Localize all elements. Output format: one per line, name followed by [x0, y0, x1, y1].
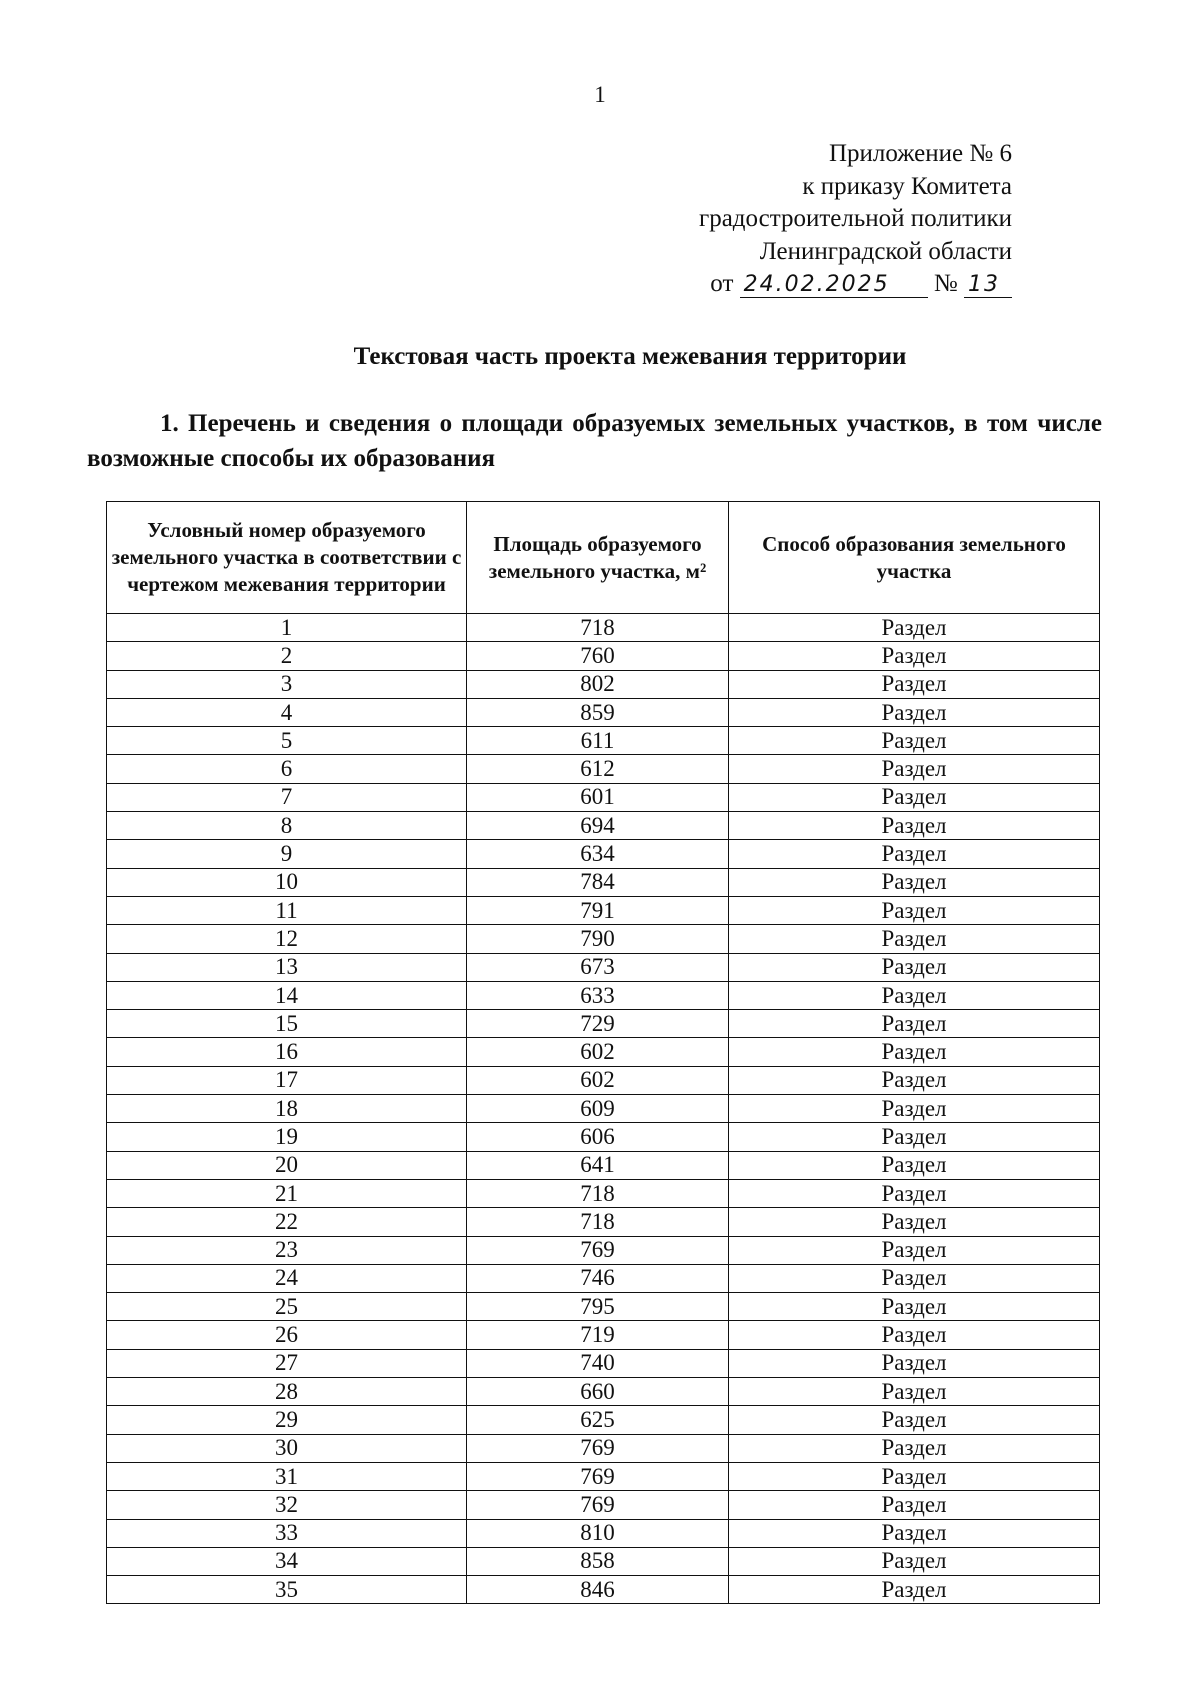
method-cell: Раздел — [729, 1491, 1100, 1519]
plot-number-cell: 3 — [107, 670, 467, 698]
plot-number-cell: 33 — [107, 1519, 467, 1547]
method-cell: Раздел — [729, 812, 1100, 840]
method-cell: Раздел — [729, 840, 1100, 868]
area-cell: 784 — [467, 868, 729, 896]
area-cell: 802 — [467, 670, 729, 698]
plot-number-cell: 26 — [107, 1321, 467, 1349]
table-row — [107, 1519, 1100, 1547]
method-cell: Раздел — [729, 1349, 1100, 1377]
area-cell: 602 — [467, 1038, 729, 1066]
method-cell: Раздел — [729, 1123, 1100, 1151]
method-cell: Раздел — [729, 614, 1100, 642]
plot-number-cell: 12 — [107, 925, 467, 953]
method-cell: Раздел — [729, 981, 1100, 1009]
handwritten-number: 13 — [964, 273, 1012, 298]
method-cell: Раздел — [729, 1208, 1100, 1236]
plot-number-cell: 16 — [107, 1038, 467, 1066]
table-row — [107, 1264, 1100, 1292]
table-row — [107, 783, 1100, 811]
method-cell: Раздел — [729, 925, 1100, 953]
table-row — [107, 953, 1100, 981]
table-row — [107, 1547, 1100, 1575]
header-plot-number: Условный номер образуемого земельного участка в соответствии с чертежом межевания территории — [107, 502, 467, 614]
plot-number-cell: 29 — [107, 1406, 467, 1434]
plot-number-cell: 10 — [107, 868, 467, 896]
area-cell: 718 — [467, 1208, 729, 1236]
plot-number-cell: 21 — [107, 1179, 467, 1207]
area-cell: 769 — [467, 1491, 729, 1519]
plot-number-cell: 2 — [107, 642, 467, 670]
plot-number-cell: 13 — [107, 953, 467, 981]
land-plots-table — [106, 501, 1100, 1604]
plot-number-cell: 14 — [107, 981, 467, 1009]
section-heading: 1. Перечень и сведения о площади образуемых земельных участков, в том числе возможные способы их образования — [87, 410, 1102, 472]
table-row — [107, 1010, 1100, 1038]
plot-number-cell: 9 — [107, 840, 467, 868]
plot-number-cell: 25 — [107, 1293, 467, 1321]
area-cell: 740 — [467, 1349, 729, 1377]
area-cell: 634 — [467, 840, 729, 868]
table-row — [107, 868, 1100, 896]
table-row — [107, 1151, 1100, 1179]
table-row — [107, 614, 1100, 642]
table-row — [107, 755, 1100, 783]
appendix-line: Ленинградской области — [759, 237, 1012, 265]
area-cell: 769 — [467, 1434, 729, 1462]
plot-number-cell: 34 — [107, 1547, 467, 1575]
method-cell: Раздел — [729, 1038, 1100, 1066]
method-cell: Раздел — [729, 1406, 1100, 1434]
table-row — [107, 1179, 1100, 1207]
plot-number-cell: 17 — [107, 1066, 467, 1094]
header-area-label: Площадь образуемого земельного участка, м² — [488, 531, 707, 583]
table-row — [107, 1095, 1100, 1123]
table-row — [107, 1462, 1100, 1490]
plot-number-cell: 30 — [107, 1434, 467, 1462]
table-row — [107, 1434, 1100, 1462]
table-row — [107, 1123, 1100, 1151]
plot-number-cell: 23 — [107, 1236, 467, 1264]
area-cell: 859 — [467, 698, 729, 726]
area-cell: 760 — [467, 642, 729, 670]
area-cell: 790 — [467, 925, 729, 953]
method-cell: Раздел — [729, 1519, 1100, 1547]
method-cell: Раздел — [729, 953, 1100, 981]
plot-number-cell: 32 — [107, 1491, 467, 1519]
plot-number-cell: 27 — [107, 1349, 467, 1377]
method-cell: Раздел — [729, 1179, 1100, 1207]
area-cell: 846 — [467, 1576, 729, 1604]
table-row — [107, 1066, 1100, 1094]
area-cell: 633 — [467, 981, 729, 1009]
table-row — [107, 981, 1100, 1009]
plot-number-cell: 1 — [107, 614, 467, 642]
area-cell: 791 — [467, 896, 729, 924]
plot-number-cell: 15 — [107, 1010, 467, 1038]
method-cell: Раздел — [729, 1236, 1100, 1264]
method-cell: Раздел — [729, 698, 1100, 726]
plot-number-cell: 4 — [107, 698, 467, 726]
area-cell: 729 — [467, 1010, 729, 1038]
plot-number-cell: 7 — [107, 783, 467, 811]
table-row — [107, 896, 1100, 924]
plot-number-cell: 35 — [107, 1576, 467, 1604]
plot-number-cell: 22 — [107, 1208, 467, 1236]
appendix-line: Приложение № 6 — [828, 140, 1012, 167]
plot-number-cell: 11 — [107, 896, 467, 924]
plot-number-cell: 6 — [107, 755, 467, 783]
method-cell: Раздел — [729, 670, 1100, 698]
plot-number-cell: 31 — [107, 1462, 467, 1490]
area-cell: 694 — [467, 812, 729, 840]
appendix-line: градостроительной политики — [698, 205, 1012, 232]
method-cell: Раздел — [729, 868, 1100, 896]
area-cell: 641 — [467, 1151, 729, 1179]
area-cell: 718 — [467, 614, 729, 642]
table-row — [107, 670, 1100, 698]
plot-number-cell: 19 — [107, 1123, 467, 1151]
area-cell: 795 — [467, 1293, 729, 1321]
plot-number-cell: 24 — [107, 1264, 467, 1292]
method-cell: Раздел — [729, 1293, 1100, 1321]
area-cell: 769 — [467, 1236, 729, 1264]
table-row — [107, 1491, 1100, 1519]
area-cell: 601 — [467, 783, 729, 811]
table-row — [107, 1406, 1100, 1434]
area-cell: 719 — [467, 1321, 729, 1349]
table-row — [107, 642, 1100, 670]
area-cell: 606 — [467, 1123, 729, 1151]
method-cell: Раздел — [729, 1462, 1100, 1490]
method-cell: Раздел — [729, 727, 1100, 755]
table-row — [107, 840, 1100, 868]
method-cell: Раздел — [729, 1434, 1100, 1462]
method-cell: Раздел — [729, 642, 1100, 670]
appendix-header — [699, 138, 1012, 301]
area-cell: 746 — [467, 1264, 729, 1292]
table-row — [107, 1236, 1100, 1264]
area-cell: 612 — [467, 755, 729, 783]
plot-number-cell: 18 — [107, 1095, 467, 1123]
handwritten-date: 24.02.2025 — [740, 273, 928, 298]
table-row — [107, 925, 1100, 953]
header-area — [467, 502, 729, 614]
table-row — [107, 812, 1100, 840]
table-row — [107, 1576, 1100, 1604]
method-cell: Раздел — [729, 1151, 1100, 1179]
plot-number-cell: 8 — [107, 812, 467, 840]
header-method: Способ образования земельного участка — [729, 502, 1100, 614]
table-row — [107, 698, 1100, 726]
order-date-line — [699, 268, 1012, 301]
area-cell: 625 — [467, 1406, 729, 1434]
area-cell: 609 — [467, 1095, 729, 1123]
document-title: Текстовая часть проекта межевания территории — [353, 343, 907, 370]
page-number: 1 — [594, 82, 606, 107]
area-cell: 718 — [467, 1179, 729, 1207]
table-row — [107, 1038, 1100, 1066]
area-cell: 769 — [467, 1462, 729, 1490]
table-row — [107, 1293, 1100, 1321]
table-row — [107, 1378, 1100, 1406]
method-cell: Раздел — [729, 1010, 1100, 1038]
method-cell: Раздел — [729, 1264, 1100, 1292]
date-prefix: от — [710, 270, 734, 297]
area-cell: 611 — [467, 727, 729, 755]
method-cell: Раздел — [729, 1576, 1100, 1604]
area-cell: 858 — [467, 1547, 729, 1575]
table-row — [107, 1208, 1100, 1236]
method-cell: Раздел — [729, 1547, 1100, 1575]
plot-number-cell: 28 — [107, 1378, 467, 1406]
area-cell: 673 — [467, 953, 729, 981]
table-row — [107, 1321, 1100, 1349]
plot-number-cell: 5 — [107, 727, 467, 755]
table-row — [107, 1349, 1100, 1377]
plot-number-cell: 20 — [107, 1151, 467, 1179]
method-cell: Раздел — [729, 755, 1100, 783]
number-prefix: № — [933, 270, 958, 297]
area-cell: 810 — [467, 1519, 729, 1547]
table-row — [107, 727, 1100, 755]
area-cell: 602 — [467, 1066, 729, 1094]
table-header-row — [107, 502, 1100, 614]
method-cell: Раздел — [729, 1095, 1100, 1123]
appendix-line: к приказу Комитета — [802, 172, 1012, 200]
area-cell: 660 — [467, 1378, 729, 1406]
method-cell: Раздел — [729, 1066, 1100, 1094]
method-cell: Раздел — [729, 1378, 1100, 1406]
method-cell: Раздел — [729, 783, 1100, 811]
method-cell: Раздел — [729, 1321, 1100, 1349]
method-cell: Раздел — [729, 896, 1100, 924]
